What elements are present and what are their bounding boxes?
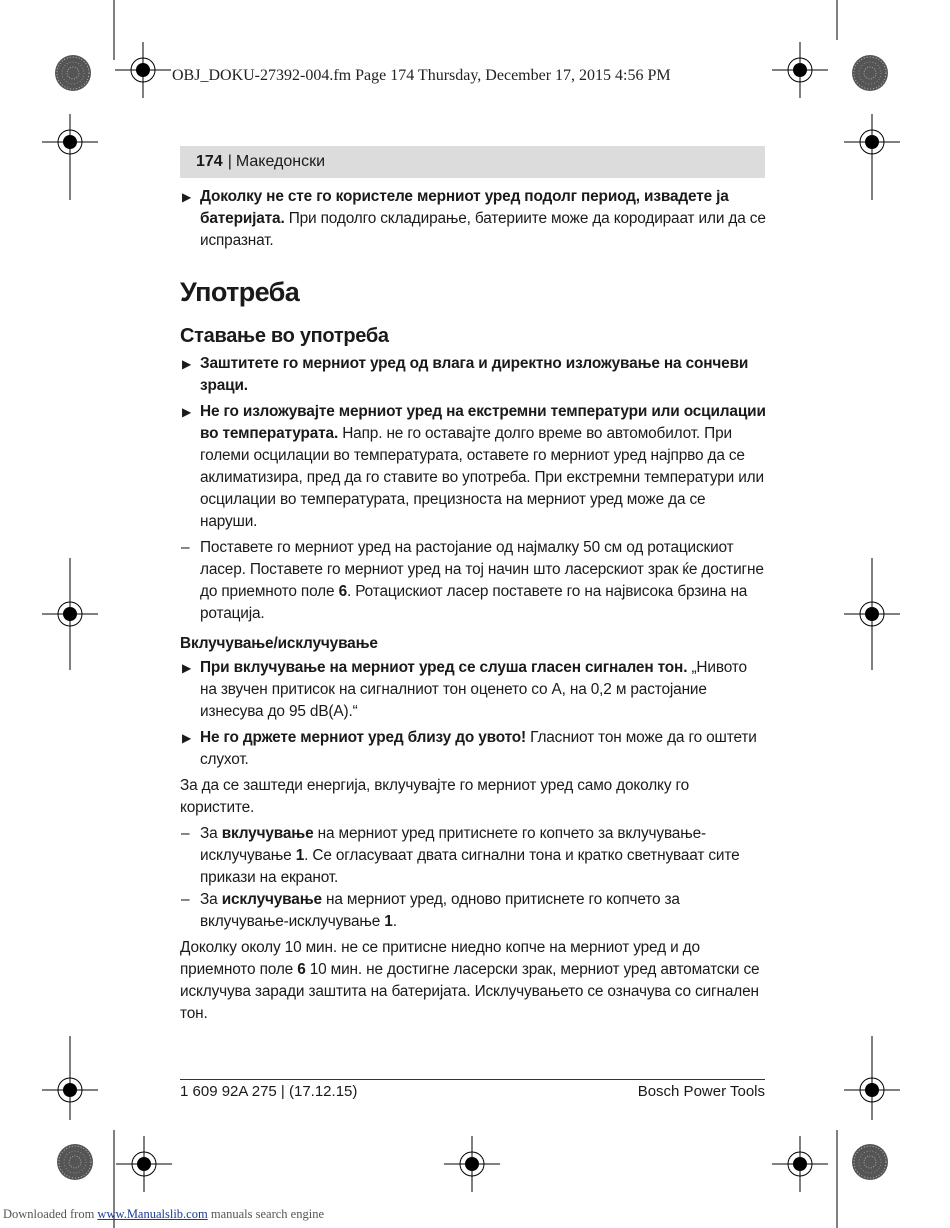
bullet-ear-warning: ▶ Не го држете мерниот уред близу до увото! Гласниот тон може да го оштети слухот.	[182, 729, 757, 768]
crosshair-icon	[115, 42, 171, 98]
bullet-temperature: ▶ Не го изложувајте мерниот уред на екстремни температури или осцилации во температурата. Напр. не го оставајте долго време во автомобилот. При големи осцилации во температурата, оставете го мерниот уред најпрво да се аклиматизира, пред да го ставите во употреба. При екстремни температури или осцилации во температурата, прецизноста на мерниот уред може да се наруши.	[182, 403, 766, 530]
subsection-title-start: Ставање во употреба	[180, 325, 389, 347]
footer-brand: Bosch Power Tools	[637, 1083, 765, 1100]
bullet-arrow-icon: ▶	[182, 190, 192, 204]
page-number: 174	[196, 153, 223, 170]
footer-doc-number: 1 609 92A 275 | (17.12.15)	[180, 1083, 358, 1100]
manualslib-link[interactable]: www.Manualslib.com	[97, 1207, 208, 1221]
bullet-arrow-icon: ▶	[182, 405, 192, 419]
dash-item-switch-on: – За вклучување на мерниот уред притиснете го копчето за вклучување-исклучување 1. Се огласуваат двата сигнални тона и кратко светнуваат сите прикази на екранот.	[181, 825, 740, 886]
page-content	[180, 186, 766, 1025]
dash-item-placement: – Поставете го мерниот уред на растојание од најмалку 50 см од ротацискиот ласер. Поставете го мерниот уред на тој начин што ласерскиот зрак ќе достигне до приемното поле 6. Ротацискиот ласер поставете го на највисока брзина на ротација.	[181, 539, 764, 622]
crosshair-icon	[444, 1136, 500, 1192]
crosshair-icon	[772, 1136, 828, 1192]
dash-marker: –	[181, 825, 190, 842]
bullet-arrow-icon: ▶	[182, 731, 192, 745]
subsection-title-onoff: Вклучување/исклучување	[180, 635, 378, 652]
dash-item-switch-off: – За исклучување на мерниот уред, одново притиснете го копчето за вклучување-исклучување 1.	[181, 891, 680, 930]
header-language: Македонски	[235, 153, 325, 170]
dash-marker: –	[181, 891, 190, 908]
dash-marker: –	[181, 539, 190, 556]
registration-target-icon	[852, 55, 888, 91]
page-header	[180, 146, 765, 178]
bullet-battery: ▶ Доколку не сте го користеле мерниот уред подолг период, извадете ја батеријата. При подолго складирање, батериите може да кородираат или да се испразнат.	[182, 188, 766, 249]
registration-target-icon	[852, 1144, 888, 1180]
crosshair-icon	[772, 42, 828, 98]
download-note: Downloaded from www.Manualslib.com manuals search engine	[3, 1207, 324, 1221]
registration-target-icon	[55, 55, 91, 91]
print-slug: OBJ_DOKU-27392-004.fm Page 174 Thursday, December 17, 2015 4:56 PM	[172, 67, 671, 84]
header-separator: |	[227, 153, 232, 170]
bullet-moisture: ▶ Заштитете го мерниот уред од влага и директно изложување на сончеви зраци.	[182, 355, 749, 394]
bullet-arrow-icon: ▶	[182, 661, 192, 675]
bullet-arrow-icon: ▶	[182, 357, 192, 371]
footer-divider	[180, 1079, 765, 1080]
bullet-signal-tone: ▶ При вклучување на мерниот уред се слуша гласен сигнален тон. „Нивото на звучен притисок на сигналниот тон оценето со А, на 0,2 м растојание изнесува до 95 dB(A).“	[182, 659, 747, 720]
section-title-use: Употреба	[180, 277, 300, 307]
registration-target-icon	[57, 1144, 93, 1180]
paragraph-save-energy: За да се заштеди енергија, вклучувајте го мерниот уред само доколку го користите.	[180, 777, 690, 816]
paragraph-auto-off: Доколку околу 10 мин. не се притисне ниедно копче на мерниот уред и до приемното поле 6 10 мин. не достигне ласерски зрак, мерниот уред автоматски се исклучува заради заштита на батеријата. Исклучувањето се означува со сигнален тон.	[180, 939, 760, 1022]
crosshair-icon	[116, 1136, 172, 1192]
